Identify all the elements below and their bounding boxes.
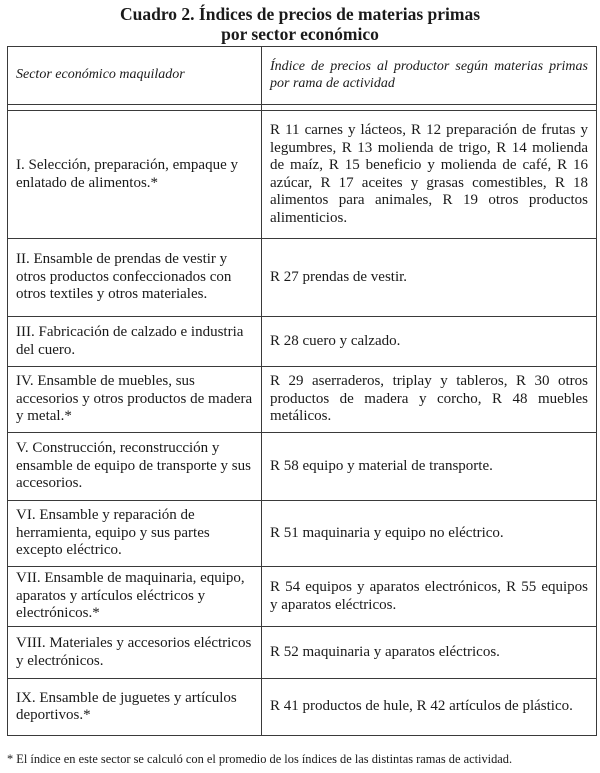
table-row (8, 433, 597, 501)
table-row (8, 239, 597, 317)
index-cell: R 52 maquinaria y aparatos eléctricos. (262, 627, 597, 679)
table-row (8, 567, 597, 627)
index-cell: R 28 cuero y calzado. (262, 317, 597, 367)
table-row (8, 111, 597, 239)
index-cell: R 29 aserraderos, triplay y tableros, R 30 otros productos de madera y corcho, R 48 muebles metálicos. (262, 367, 597, 433)
index-cell: R 27 prendas de vestir. (262, 239, 597, 317)
price-index-table (7, 46, 597, 736)
sector-cell: IX. Ensamble de juguetes y artículos deportivos.* (8, 679, 262, 736)
sector-cell: IV. Ensamble de muebles, sus accesorios y otros productos de madera y metal.* (8, 367, 262, 433)
footnote: * El índice en este sector se calculó con el promedio de los índices de las distintas ramas de actividad. (7, 752, 513, 766)
index-cell: R 58 equipo y material de transporte. (262, 433, 597, 501)
table-row (8, 679, 597, 736)
column-header-index: Índice de precios al productor según materias primas por rama de actividad (262, 47, 597, 105)
sector-cell: II. Ensamble de prendas de vestir y otros productos confeccionados con otros textiles y otros materiales. (8, 239, 262, 317)
index-cell: R 11 carnes y lácteos, R 12 preparación de frutas y legumbres, R 13 molienda de trigo, R 14 molienda de maíz, R 15 beneficio y molienda de café, R 16 azúcar, R 17 aceites y grasas comestibles, R 18 alimentos para animales, R 19 otros productos alimenticios. (262, 111, 597, 239)
index-cell: R 51 maquinaria y equipo no eléctrico. (262, 501, 597, 567)
table-row (8, 317, 597, 367)
column-header-sector: Sector económico maquilador (8, 47, 262, 105)
sector-cell: VIII. Materiales y accesorios eléctricos y electrónicos. (8, 627, 262, 679)
sector-cell: III. Fabricación de calzado e industria del cuero. (8, 317, 262, 367)
table-row (8, 501, 597, 567)
table-row (8, 627, 597, 679)
sector-cell: VI. Ensamble y reparación de herramienta, equipo y sus partes excepto eléctrico. (8, 501, 262, 567)
sector-cell: VII. Ensamble de maquinaria, equipo, aparatos y artículos eléctricos y electrónicos.* (8, 567, 262, 627)
table-row (8, 367, 597, 433)
index-cell: R 54 equipos y aparatos electrónicos, R 55 equipos y aparatos eléctricos. (262, 567, 597, 627)
table-title-line-2: por sector económico (221, 24, 379, 44)
table-title-line-1: Cuadro 2. Índices de precios de materias primas (119, 4, 481, 24)
sector-cell: I. Selección, preparación, empaque y enlatado de alimentos.* (8, 111, 262, 239)
table-title (0, 4, 600, 44)
index-cell: R 41 productos de hule, R 42 artículos de plástico. (262, 679, 597, 736)
header-row (8, 47, 597, 105)
sector-cell: V. Construcción, reconstrucción y ensamble de equipo de transporte y sus accesorios. (8, 433, 262, 501)
